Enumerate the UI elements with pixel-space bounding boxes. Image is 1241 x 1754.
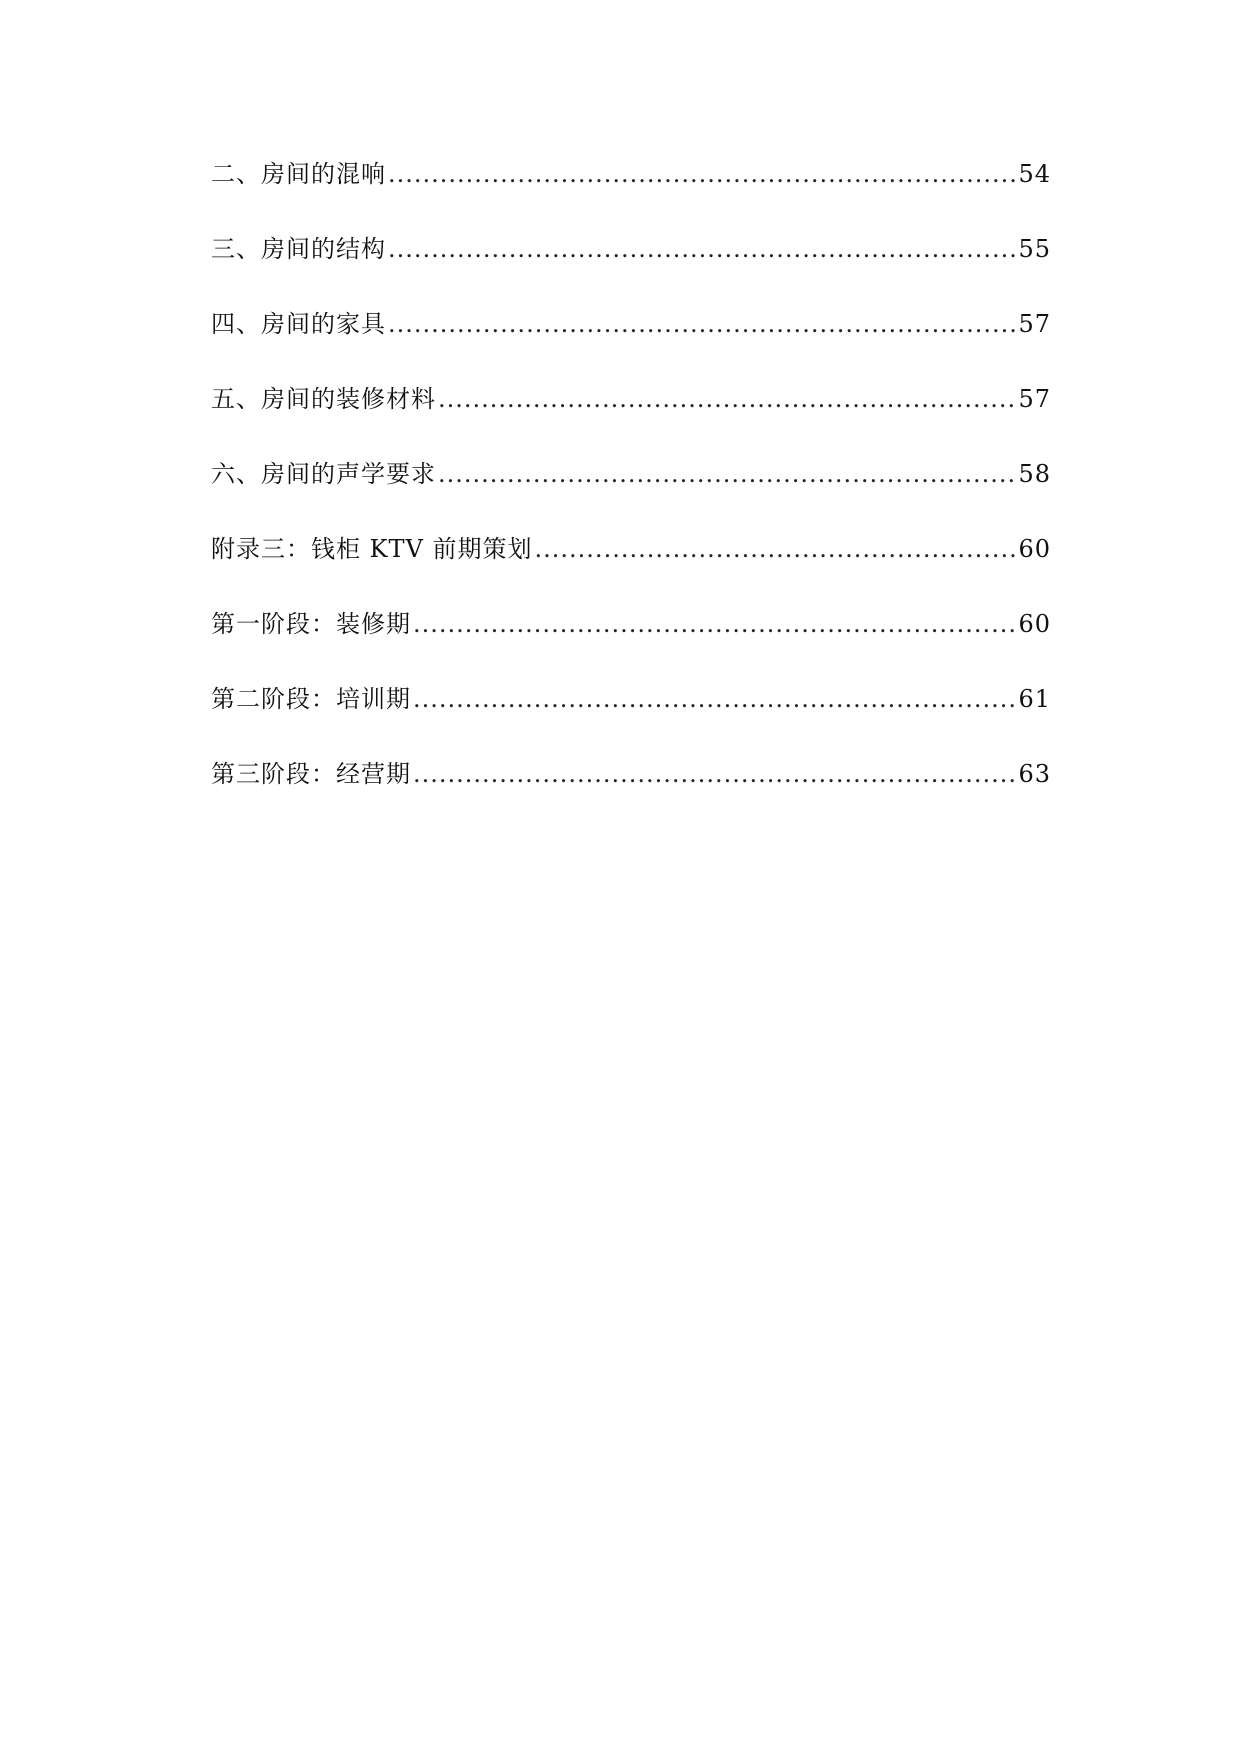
toc-entry-page-number: 54 [1018, 160, 1051, 188]
toc-entry-page-number: 60 [1018, 535, 1051, 563]
toc-entry-page-number: 63 [1018, 760, 1051, 788]
toc-entry-page-number: 60 [1018, 610, 1051, 638]
toc-entry-8[interactable] [211, 760, 1051, 835]
toc-entry-page-number: 58 [1018, 460, 1051, 488]
toc-entry-title: 四、房间的家具 [211, 310, 386, 338]
toc-entry-title: 五、房间的装修材料 [211, 385, 436, 413]
toc-entry-title: 第三阶段：经营期 [211, 760, 411, 788]
toc-entry-page-number: 57 [1018, 310, 1051, 338]
toc-entry-5[interactable] [211, 535, 1051, 610]
toc-entry-7[interactable] [211, 685, 1051, 760]
toc-entry-title: 三、房间的结构 [211, 235, 386, 263]
toc-entry-title: 第二阶段：培训期 [211, 685, 411, 713]
toc-entry-title: 附录三：钱柜 KTV 前期策划 [211, 535, 533, 563]
toc-dot-leader [413, 760, 1016, 788]
toc-dot-leader [388, 160, 1016, 188]
toc-dot-leader [388, 235, 1016, 263]
table-of-contents [211, 160, 1051, 835]
toc-entry-title: 六、房间的声学要求 [211, 460, 436, 488]
toc-entry-title: 二、房间的混响 [211, 160, 386, 188]
toc-entry-0[interactable] [211, 160, 1051, 235]
toc-dot-leader [413, 610, 1016, 638]
toc-entry-4[interactable] [211, 460, 1051, 535]
toc-dot-leader [535, 535, 1017, 563]
toc-entry-page-number: 57 [1018, 385, 1051, 413]
toc-entry-3[interactable] [211, 385, 1051, 460]
toc-dot-leader [413, 685, 1016, 713]
toc-entry-6[interactable] [211, 610, 1051, 685]
toc-dot-leader [438, 460, 1016, 488]
toc-entry-page-number: 61 [1018, 685, 1051, 713]
toc-entry-title: 第一阶段：装修期 [211, 610, 411, 638]
toc-entry-2[interactable] [211, 310, 1051, 385]
toc-entry-page-number: 55 [1018, 235, 1051, 263]
toc-dot-leader [438, 385, 1016, 413]
toc-entry-1[interactable] [211, 235, 1051, 310]
toc-dot-leader [388, 310, 1016, 338]
